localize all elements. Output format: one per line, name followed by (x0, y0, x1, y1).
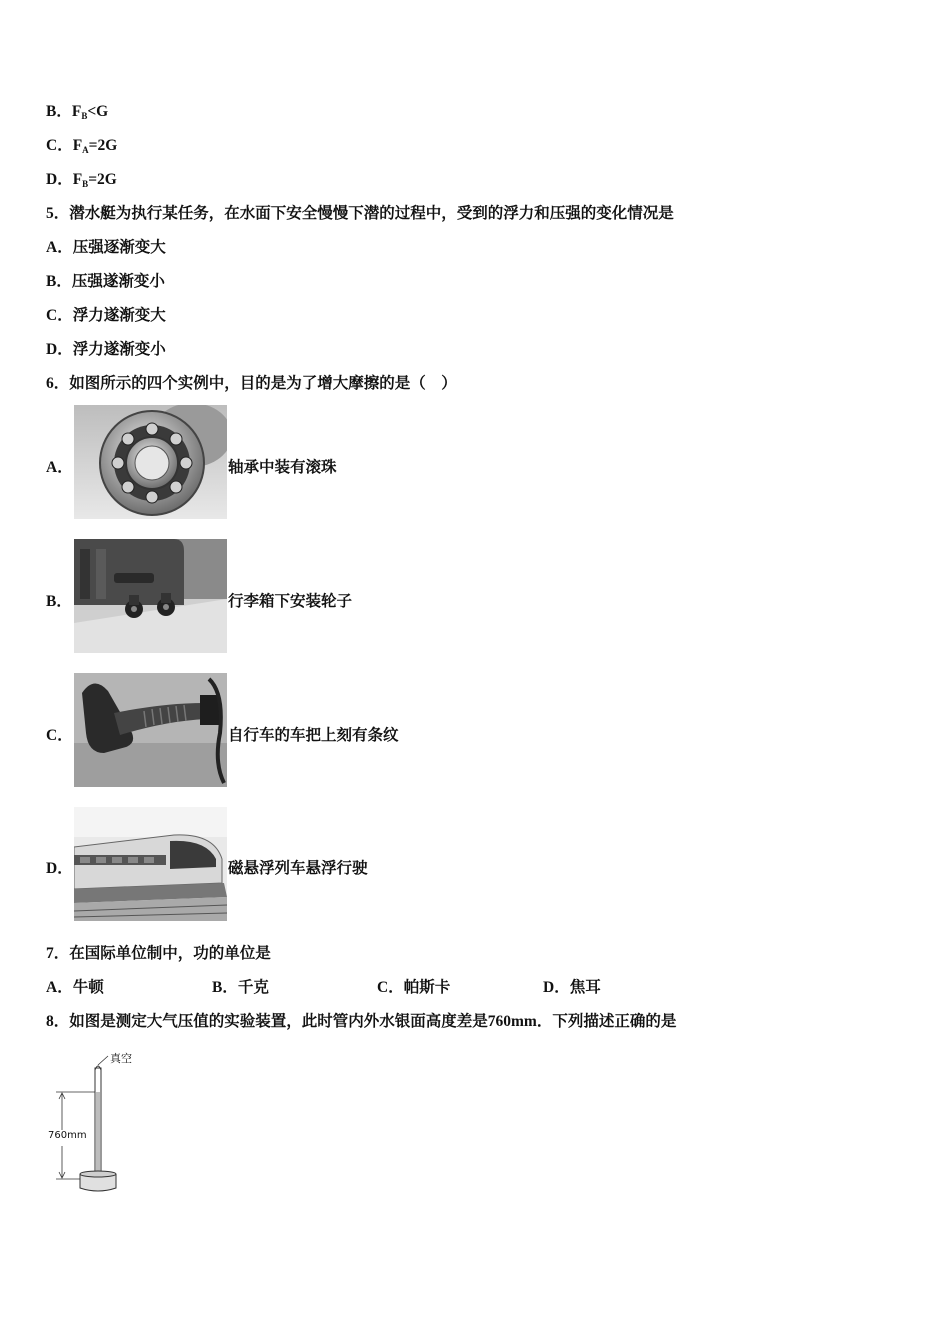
vacuum-label: 真空 (110, 1052, 132, 1065)
q6-option-a (46, 405, 906, 521)
q4-option-b: B．FB<G (46, 103, 109, 121)
height-label: 760mm (48, 1130, 87, 1141)
suitcase-wheels-image (74, 539, 227, 653)
q7-option-a: A．牛顿 (46, 979, 104, 996)
q8-stem: 8．如图是测定大气压值的实验装置，此时管内外水银面高度差是760mm．下列描述正确的是 (46, 1013, 677, 1030)
q6-option-b (46, 539, 906, 655)
q6-option-d-letter: D． (46, 860, 73, 877)
q7-option-c: C．帕斯卡 (377, 979, 451, 996)
q6-option-d (46, 807, 906, 923)
bicycle-handlebar-image (74, 673, 227, 787)
q6-option-a-text: 轴承中装有滚珠 (228, 459, 337, 476)
q6-option-c-text: 自行车的车把上刻有条纹 (228, 727, 399, 744)
q5-option-d: D．浮力遂渐变小 (46, 341, 166, 358)
q5-stem: 5．潜水艇为执行某任务，在水面下安全慢慢下潜的过程中，受到的浮力和压强的变化情况是 (46, 205, 674, 222)
q6-option-c (46, 673, 906, 789)
q6-option-b-text: 行李箱下安装轮子 (228, 593, 353, 610)
q4-option-d: D．FB=2G (46, 171, 117, 189)
q5-option-b: B．压强遂渐变小 (46, 273, 165, 290)
q6-option-b-letter: B． (46, 593, 72, 610)
q7-stem: 7．在国际单位制中，功的单位是 (46, 945, 271, 962)
maglev-train-image (74, 807, 227, 921)
q6-option-c-letter: C． (46, 727, 73, 744)
bearing-image (74, 405, 227, 519)
q5-option-c: C．浮力遂渐变大 (46, 307, 166, 324)
q7-option-d: D．焦耳 (543, 979, 601, 996)
q6-option-d-text: 磁悬浮列车悬浮行驶 (228, 860, 368, 877)
q6-stem: 6．如图所示的四个实例中，目的是为了增大摩擦的是（ ） (46, 375, 457, 392)
q4-option-c: C．FA=2G (46, 137, 118, 155)
q5-option-a: A．压强逐渐变大 (46, 239, 166, 256)
q6-option-a-letter: A． (46, 459, 73, 476)
q7-option-b: B．千克 (212, 979, 269, 996)
torricelli-apparatus-figure (46, 1050, 156, 1200)
